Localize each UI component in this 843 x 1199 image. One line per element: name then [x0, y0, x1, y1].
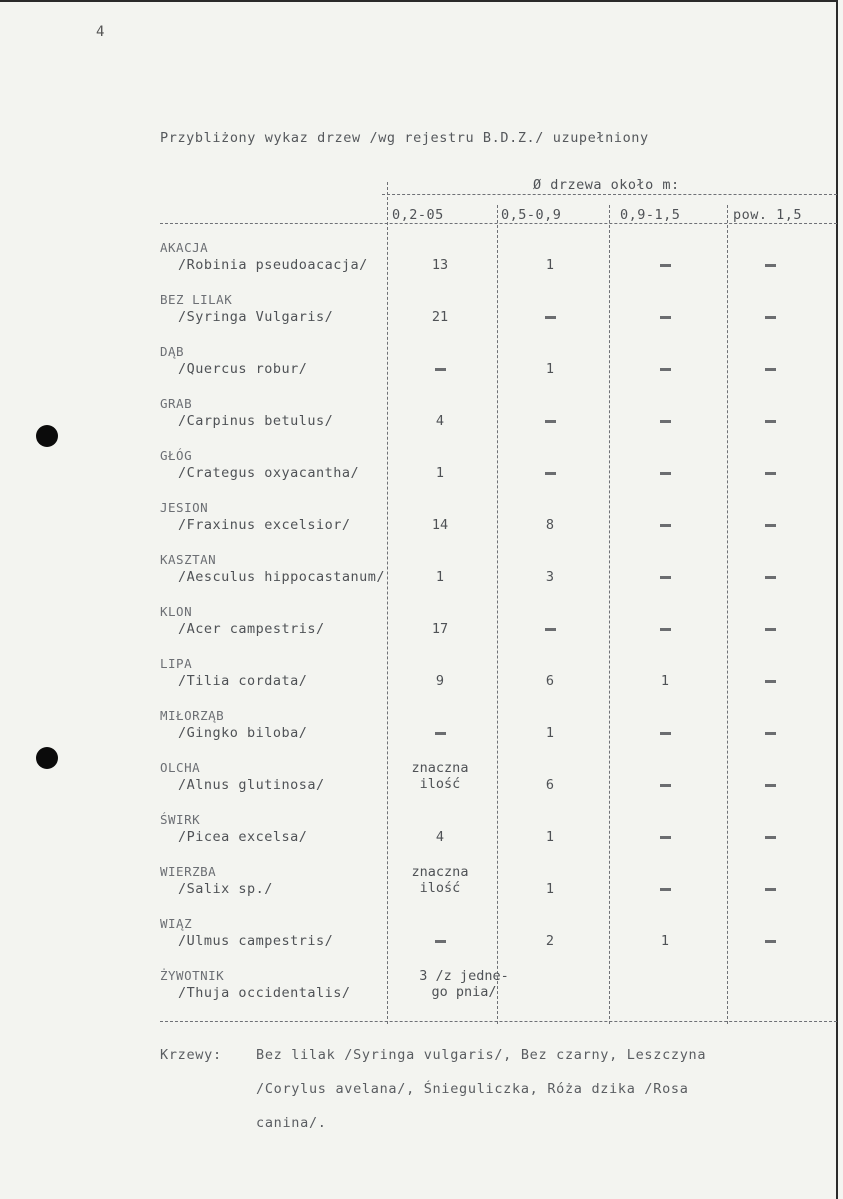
- count-cell: 1: [435, 465, 445, 481]
- count-cell: 6: [545, 673, 555, 689]
- dash-mark: [660, 784, 671, 787]
- document-title: Przybliżony wykaz drzew /wg rejestru B.D.Z./ uzupełniony: [160, 130, 649, 146]
- tree-name-polish: ŚWIRK: [160, 812, 201, 827]
- tree-name-polish: WIĄZ: [160, 916, 193, 931]
- tree-name-polish: JESION: [160, 500, 209, 515]
- count-cell: 1: [545, 881, 555, 897]
- count-cell: 14: [431, 517, 449, 533]
- empty-dash-cell: [730, 257, 810, 273]
- dash-mark: [765, 784, 776, 787]
- count-cell: 3: [545, 569, 555, 585]
- dash-mark: [765, 680, 776, 683]
- tree-name-latin: /Quercus robur/: [178, 361, 308, 377]
- table-row: [0, 760, 838, 812]
- dash-mark: [545, 472, 556, 475]
- tree-name-polish: LIPA: [160, 656, 193, 671]
- tree-name-polish: ŻYWOTNIK: [160, 968, 225, 983]
- table-row: [0, 552, 838, 604]
- empty-dash-cell: [625, 413, 705, 429]
- dash-mark: [765, 732, 776, 735]
- empty-dash-cell: [625, 465, 705, 481]
- empty-dash-cell: [625, 309, 705, 325]
- empty-dash-cell: [625, 517, 705, 533]
- dash-mark: [660, 264, 671, 267]
- empty-dash-cell: [730, 361, 810, 377]
- tree-name-latin: /Acer campestris/: [178, 621, 325, 637]
- dash-mark: [545, 420, 556, 423]
- count-cell: 1: [435, 569, 445, 585]
- tree-name-polish: BEZ LILAK: [160, 292, 233, 307]
- tree-name-polish: GŁÓG: [160, 448, 193, 463]
- empty-dash-cell: [730, 673, 810, 689]
- empty-dash-cell: [625, 881, 705, 897]
- dash-mark: [765, 940, 776, 943]
- dash-mark: [660, 524, 671, 527]
- tree-name-latin: /Salix sp./: [178, 881, 273, 897]
- table-row: [0, 240, 838, 292]
- tree-name-polish: WIERZBA: [160, 864, 217, 879]
- tree-name-polish: KASZTAN: [160, 552, 217, 567]
- count-cell: 8: [545, 517, 555, 533]
- count-cell: 3 /z jedne- go pnia/: [419, 968, 509, 1000]
- dash-mark: [660, 472, 671, 475]
- count-cell: 9: [435, 673, 445, 689]
- table-row: [0, 292, 838, 344]
- count-cell: 1: [545, 257, 555, 273]
- dash-mark: [765, 576, 776, 579]
- tree-name-latin: /Fraxinus excelsior/: [178, 517, 351, 533]
- column-header: 0,5-0,9: [501, 207, 562, 223]
- dash-mark: [545, 316, 556, 319]
- tree-name-latin: /Robinia pseudoacacja/: [178, 257, 368, 273]
- table-row: [0, 968, 838, 1020]
- empty-dash-cell: [625, 621, 705, 637]
- tree-name-latin: /Gingko biloba/: [178, 725, 308, 741]
- tree-name-latin: /Syringa Vulgaris/: [178, 309, 334, 325]
- dash-mark: [765, 420, 776, 423]
- count-cell: 2: [545, 933, 555, 949]
- dash-mark: [660, 628, 671, 631]
- dash-mark: [765, 836, 776, 839]
- shrubs-line: Bez lilak /Syringa vulgaris/, Bez czarny, Leszczyna: [256, 1047, 707, 1063]
- empty-dash-cell: [625, 361, 705, 377]
- empty-dash-cell: [730, 413, 810, 429]
- empty-dash-cell: [730, 465, 810, 481]
- empty-dash-cell: [625, 725, 705, 741]
- dash-mark: [545, 628, 556, 631]
- empty-dash-cell: [730, 309, 810, 325]
- count-cell: 4: [435, 829, 445, 845]
- column-header: pow. 1,5: [733, 207, 803, 223]
- dash-mark: [660, 576, 671, 579]
- dash-mark: [435, 732, 446, 735]
- table-row: [0, 448, 838, 500]
- empty-dash-cell: [625, 777, 705, 793]
- tree-name-polish: AKACJA: [160, 240, 209, 255]
- dash-mark: [660, 888, 671, 891]
- empty-dash-cell: [730, 517, 810, 533]
- table-bottom-rule: [160, 1021, 837, 1022]
- tree-name-latin: /Thuja occidentalis/: [178, 985, 351, 1001]
- header-bottom-rule: [160, 223, 837, 224]
- empty-dash-cell: [625, 257, 705, 273]
- tree-name-polish: KLON: [160, 604, 193, 619]
- dash-mark: [765, 368, 776, 371]
- table-row: [0, 500, 838, 552]
- empty-dash-cell: [400, 725, 480, 741]
- tree-name-latin: /Alnus glutinosa/: [178, 777, 325, 793]
- dash-mark: [660, 420, 671, 423]
- dash-mark: [765, 472, 776, 475]
- page-number: 4: [96, 24, 105, 40]
- count-cell: 13: [431, 257, 449, 273]
- empty-dash-cell: [510, 621, 590, 637]
- empty-dash-cell: [625, 829, 705, 845]
- empty-dash-cell: [400, 933, 480, 949]
- table-row: [0, 812, 838, 864]
- dash-mark: [660, 836, 671, 839]
- table-row: [0, 656, 838, 708]
- table-row: [0, 604, 838, 656]
- diameter-header-rule: [382, 194, 837, 195]
- empty-dash-cell: [730, 569, 810, 585]
- diameter-header: Ø drzewa około m:: [533, 177, 680, 193]
- tree-name-polish: MIŁORZĄB: [160, 708, 225, 723]
- tree-name-latin: /Crategus oxyacantha/: [178, 465, 360, 481]
- count-cell: 1: [660, 673, 670, 689]
- empty-dash-cell: [510, 413, 590, 429]
- count-cell: znaczna ilość: [411, 760, 469, 792]
- empty-dash-cell: [730, 725, 810, 741]
- dash-mark: [765, 888, 776, 891]
- dash-mark: [765, 524, 776, 527]
- table-row: [0, 396, 838, 448]
- tree-name-latin: /Aesculus hippocastanum/: [178, 569, 386, 585]
- empty-dash-cell: [730, 881, 810, 897]
- count-cell: 1: [545, 361, 555, 377]
- dash-mark: [660, 368, 671, 371]
- column-header: 0,9-1,5: [620, 207, 681, 223]
- count-cell: 1: [545, 829, 555, 845]
- count-cell: 17: [431, 621, 449, 637]
- shrubs-label: Krzewy:: [160, 1047, 222, 1063]
- tree-name-latin: /Ulmus campestris/: [178, 933, 334, 949]
- column-header: 0,2-05: [392, 207, 444, 223]
- shrubs-line: canina/.: [256, 1115, 327, 1131]
- empty-dash-cell: [730, 621, 810, 637]
- empty-dash-cell: [400, 361, 480, 377]
- dash-mark: [765, 628, 776, 631]
- table-row: [0, 864, 838, 916]
- empty-dash-cell: [730, 933, 810, 949]
- tree-name-polish: OLCHA: [160, 760, 201, 775]
- dash-mark: [435, 940, 446, 943]
- tree-name-latin: /Tilia cordata/: [178, 673, 308, 689]
- tree-name-polish: DĄB: [160, 344, 185, 359]
- count-cell: 4: [435, 413, 445, 429]
- table-row: [0, 708, 838, 760]
- empty-dash-cell: [625, 569, 705, 585]
- table-row: [0, 344, 838, 396]
- empty-dash-cell: [730, 829, 810, 845]
- tree-name-latin: /Picea excelsa/: [178, 829, 308, 845]
- tree-name-polish: GRAB: [160, 396, 193, 411]
- empty-dash-cell: [510, 309, 590, 325]
- count-cell: 1: [545, 725, 555, 741]
- count-cell: 1: [660, 933, 670, 949]
- dash-mark: [660, 316, 671, 319]
- tree-name-latin: /Carpinus betulus/: [178, 413, 334, 429]
- dash-mark: [765, 264, 776, 267]
- shrubs-line: /Corylus avelana/, Śnieguliczka, Róża dzika /Rosa: [256, 1081, 689, 1097]
- count-cell: 21: [431, 309, 449, 325]
- dash-mark: [765, 316, 776, 319]
- count-cell: 6: [545, 777, 555, 793]
- count-cell: znaczna ilość: [411, 864, 469, 896]
- empty-dash-cell: [510, 465, 590, 481]
- empty-dash-cell: [730, 777, 810, 793]
- dash-mark: [660, 732, 671, 735]
- table-row: [0, 916, 838, 968]
- dash-mark: [435, 368, 446, 371]
